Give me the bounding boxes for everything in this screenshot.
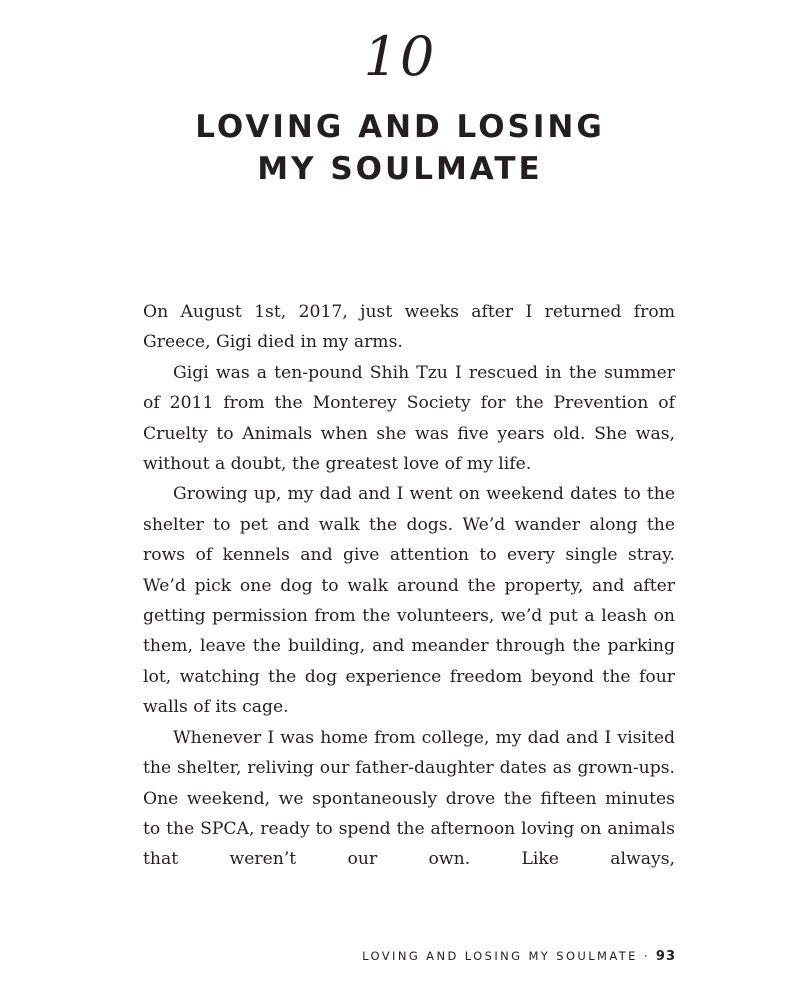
chapter-number: 10 (363, 25, 437, 88)
paragraph-1: On August 1st, 2017, just weeks after I returned from Greece, Gigi died in my arms. (143, 302, 675, 353)
running-title: LOVING AND LOSING MY SOULMATE (362, 949, 638, 963)
chapter-title-line-1: LOVING AND LOSING (195, 109, 605, 145)
running-footer (362, 946, 676, 967)
paragraph-2: Gigi was a ten-pound Shih Tzu I rescued in the summer of 2011 from the Monterey Society for the Prevention of Cruelty to Animals when she was five years old. She was, without a doubt, the greatest love of my life. (143, 362, 675, 475)
chapter-title (0, 106, 800, 190)
chapter-body (143, 297, 675, 875)
page-number: 93 (655, 949, 676, 964)
chapter-title-line-2: MY SOULMATE (257, 151, 543, 187)
paragraph-3: Growing up, my dad and I went on weekend dates to the shelter to pet and walk the dogs. We’d wander along the rows of kennels and give attention to every single stray. We’d pick one dog to walk around the property, and after getting permission from the volunteers, we’d put a leash on them, leave the building, and meander through the parking lot, watching the dog experience freedom beyond the four walls of its cage. (143, 484, 675, 718)
paragraph-4: Whenever I was home from college, my dad and I visited the shelter, reliving our father-daughter dates as grown-ups. One weekend, we spontaneously drove the fifteen minutes to the SPCA, ready to spend the afternoon loving on animals that weren’t our own. Like always, (143, 727, 675, 870)
footer-separator: · (643, 949, 650, 963)
